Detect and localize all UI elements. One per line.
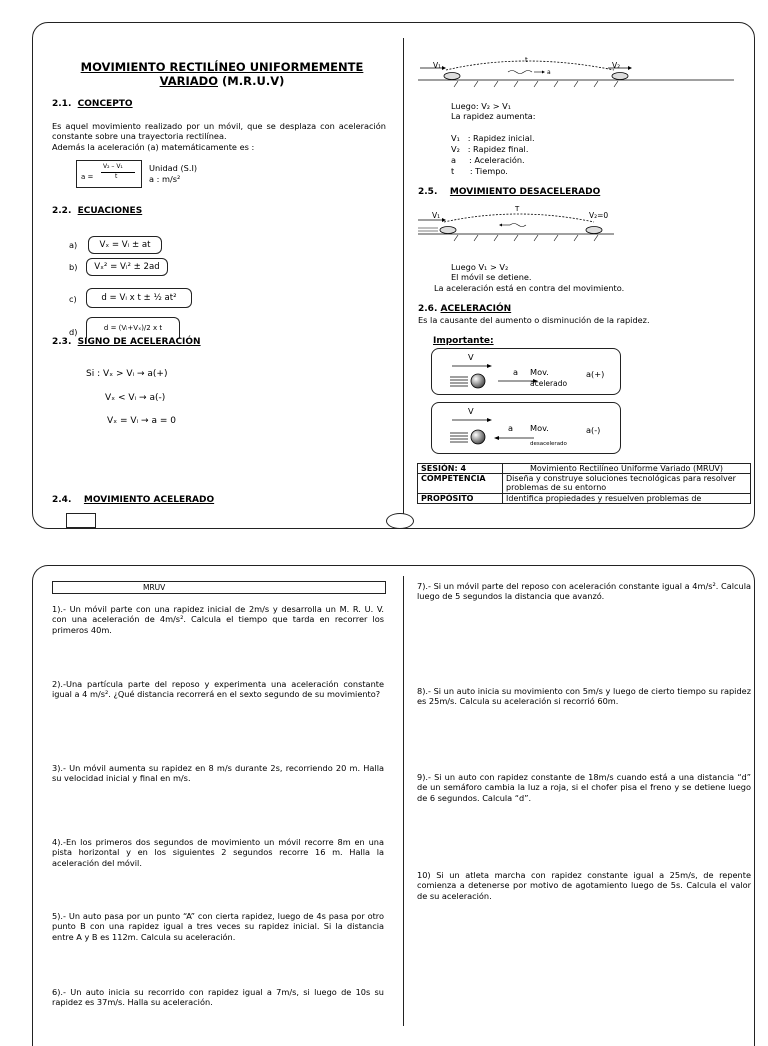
legend-v2: V₂ : Rapidez final. — [451, 144, 529, 154]
problem-1: 1).- Un móvil parte con una rapidez inicial de 2m/s y desarrolla un M. R. U. V. con una aceleración de 4m/s². Calcula el tiempo que tarda en recorrer los primeros 40m. — [52, 604, 384, 635]
fraction-bar — [101, 172, 135, 173]
equation-a: Vₓ = Vᵢ ± at — [88, 236, 162, 254]
aceleracion-heading: 2.6. ACELERACIÓN — [418, 304, 512, 314]
title-suffix: (M.R.U.V) — [218, 74, 285, 89]
page-2-column-divider — [403, 576, 404, 1026]
acelerado-text: Luego: V₂ > V₁ La rapidez aumenta: — [451, 101, 536, 122]
problem-3: 3).- Un móvil aumenta su rapidez en 8 m/s durante 2s, recorriendo 20 m. Halla su velocidad inicial y final en m/s. — [52, 763, 384, 784]
car-end — [612, 73, 628, 80]
equation-c: d = Vᵢ x t ± ½ at² — [86, 288, 192, 308]
problem-8: 8).- Si un auto inicia su movimiento con 5m/s y luego de cierto tiempo su rapidez es 25m/s. Calcula su aceleración si recorrió 60m. — [417, 686, 751, 707]
car-start — [440, 227, 456, 234]
equation-c-label: c) — [69, 294, 77, 304]
decelerated-example-box: V a Mov. desacelerado a(-) — [431, 402, 621, 454]
legend-v1: V₁ : Rapidez inicial. — [451, 133, 535, 143]
signo-line-1: Si : Vₓ > Vᵢ → a(+) — [86, 369, 168, 379]
desacelerado-text: Luego V₁ > V₂ El móvil se detiene. — [451, 262, 532, 283]
table-row: COMPETENCIA Diseña y construye soluciones tecnológicas para resolver problemas de su entorno — [418, 474, 751, 493]
problem-10: 10) Si un atleta marcha con rapidez constante igual a 25m/s, de repente comienza a detenerse por motivo de agotamiento luego de 5s. Calcula el valor de su aceleración. — [417, 870, 751, 901]
table-row: PROPÓSITO Identifica propiedades y resuelven problemas de — [418, 493, 751, 503]
ball-icon — [450, 427, 490, 445]
page-1-column-divider — [403, 38, 404, 516]
session-table — [417, 463, 751, 504]
diagram2-t: T — [515, 205, 520, 213]
title-line-1: MOVIMIENTO RECTILÍNEO UNIFORMEMENTE — [80, 60, 364, 74]
signo-heading: 2.3. SIGNO DE ACELERACIÓN — [52, 337, 201, 347]
mruv-header-box: MRUV — [52, 581, 386, 594]
trajectory-arc — [444, 214, 594, 222]
car-start — [444, 73, 460, 80]
legend-a: a : Aceleración. — [451, 155, 525, 165]
problem-4: 4).-En los primeros dos segundos de movimiento un móvil recorre 8m en una pista horizontal y en los siguientes 2 segundos recorre 16 m. Halla la aceleración del móvil. — [52, 837, 384, 868]
acceleration-formula-box: a = V₂ – V₁ t — [76, 160, 142, 188]
problem-9: 9).- Si un auto con rapidez constante de 18m/s cuando está a una distancia “d” de un semáforo cambia la luz a roja, si el chofer pisa el freno y se detiene luego de 6 segundos. Calcula “d”. — [417, 772, 751, 803]
desacelerado-note: La aceleración está en contra del movimiento. — [434, 283, 625, 293]
unit-value: a : m/s² — [149, 174, 181, 184]
diagram2-v1: V₁ — [432, 211, 441, 220]
diagram1-v2: V₂ — [612, 61, 621, 70]
car-end — [586, 227, 602, 234]
desacelerado-heading: 2.5. MOVIMIENTO DESACELERADO — [418, 187, 601, 197]
equation-d-label: d) — [69, 327, 78, 337]
ground-hatch — [454, 81, 618, 87]
equation-d: d = (Vᵢ+Vₓ)/2 x t — [86, 317, 180, 338]
diagram2-v2: V₂=0 — [589, 211, 609, 220]
velocity-arrow — [452, 363, 492, 369]
equation-b: Vₓ² = Vᵢ² ± 2ad — [86, 258, 168, 276]
concepto-text: Es aquel movimiento realizado por un móvil, que se desplaza con aceleración constante sobre una trayectoria rectilínea. Además la aceleración (a) matemáticamente es : — [52, 121, 386, 152]
page-title — [52, 60, 392, 89]
page-2 — [32, 565, 755, 1046]
table-row: SESIÓN: 4 Movimiento Rectilíneo Uniforme Variado (MRUV) — [418, 464, 751, 474]
problem-6: 6).- Un auto inicia su recorrido con rapidez igual a 7m/s, si luego de 10s su rapidez es 37m/s. Halla su aceleración. — [52, 987, 384, 1008]
accelerated-motion-diagram — [418, 58, 734, 88]
small-page-box — [66, 513, 96, 528]
page-fold-oval — [386, 513, 414, 529]
signo-line-3: Vₓ = Vᵢ → a = 0 — [107, 416, 176, 426]
concepto-heading: 2.1. CONCEPTO — [52, 99, 133, 109]
importante-label: Importante: — [433, 336, 494, 346]
title-line-2: VARIADO — [159, 74, 218, 89]
problem-7: 7).- Si un móvil parte del reposo con aceleración constante igual a 4m/s². Calcula luego de 5 segundos la distancia que avanzó. — [417, 581, 751, 602]
problem-5: 5).- Un auto pasa por un punto “A” con cierta rapidez, luego de 4s pasa por otro punto B con una rapidez igual a tres veces su rapidez inicial. Si la distancia entre A y B es 112m. Calcula su aceleración. — [52, 911, 384, 942]
velocity-arrow — [452, 417, 492, 423]
trajectory-arc — [446, 61, 614, 70]
ball-icon — [450, 371, 490, 389]
ecuaciones-heading: 2.2. ECUACIONES — [52, 206, 143, 216]
unit-label: Unidad (S.I) — [149, 163, 198, 173]
signo-line-2: Vₓ < Vᵢ → a(-) — [105, 393, 166, 403]
problem-2: 2).-Una partícula parte del reposo y experimenta una aceleración constante igual a 4 m/s². ¿Qué distancia recorrerá en el sexto segundo de su movimiento? — [52, 679, 384, 700]
equation-b-label: b) — [69, 262, 78, 272]
ground-hatch — [454, 235, 598, 241]
accelerated-example-box: V a Mov. acelerado a(+) — [431, 348, 621, 395]
aceleracion-text: Es la causante del aumento o disminución de la rapidez. — [418, 315, 650, 325]
diagram1-a: a — [547, 69, 551, 76]
equation-a-label: a) — [69, 240, 78, 250]
diagram1-v1: V₁ — [433, 61, 442, 70]
diagram1-t: t — [525, 56, 528, 64]
acelerado-heading: 2.4. MOVIMIENTO ACELERADO — [52, 495, 215, 505]
legend-t: t : Tiempo. — [451, 166, 508, 176]
acceleration-arrow-left — [494, 435, 534, 441]
